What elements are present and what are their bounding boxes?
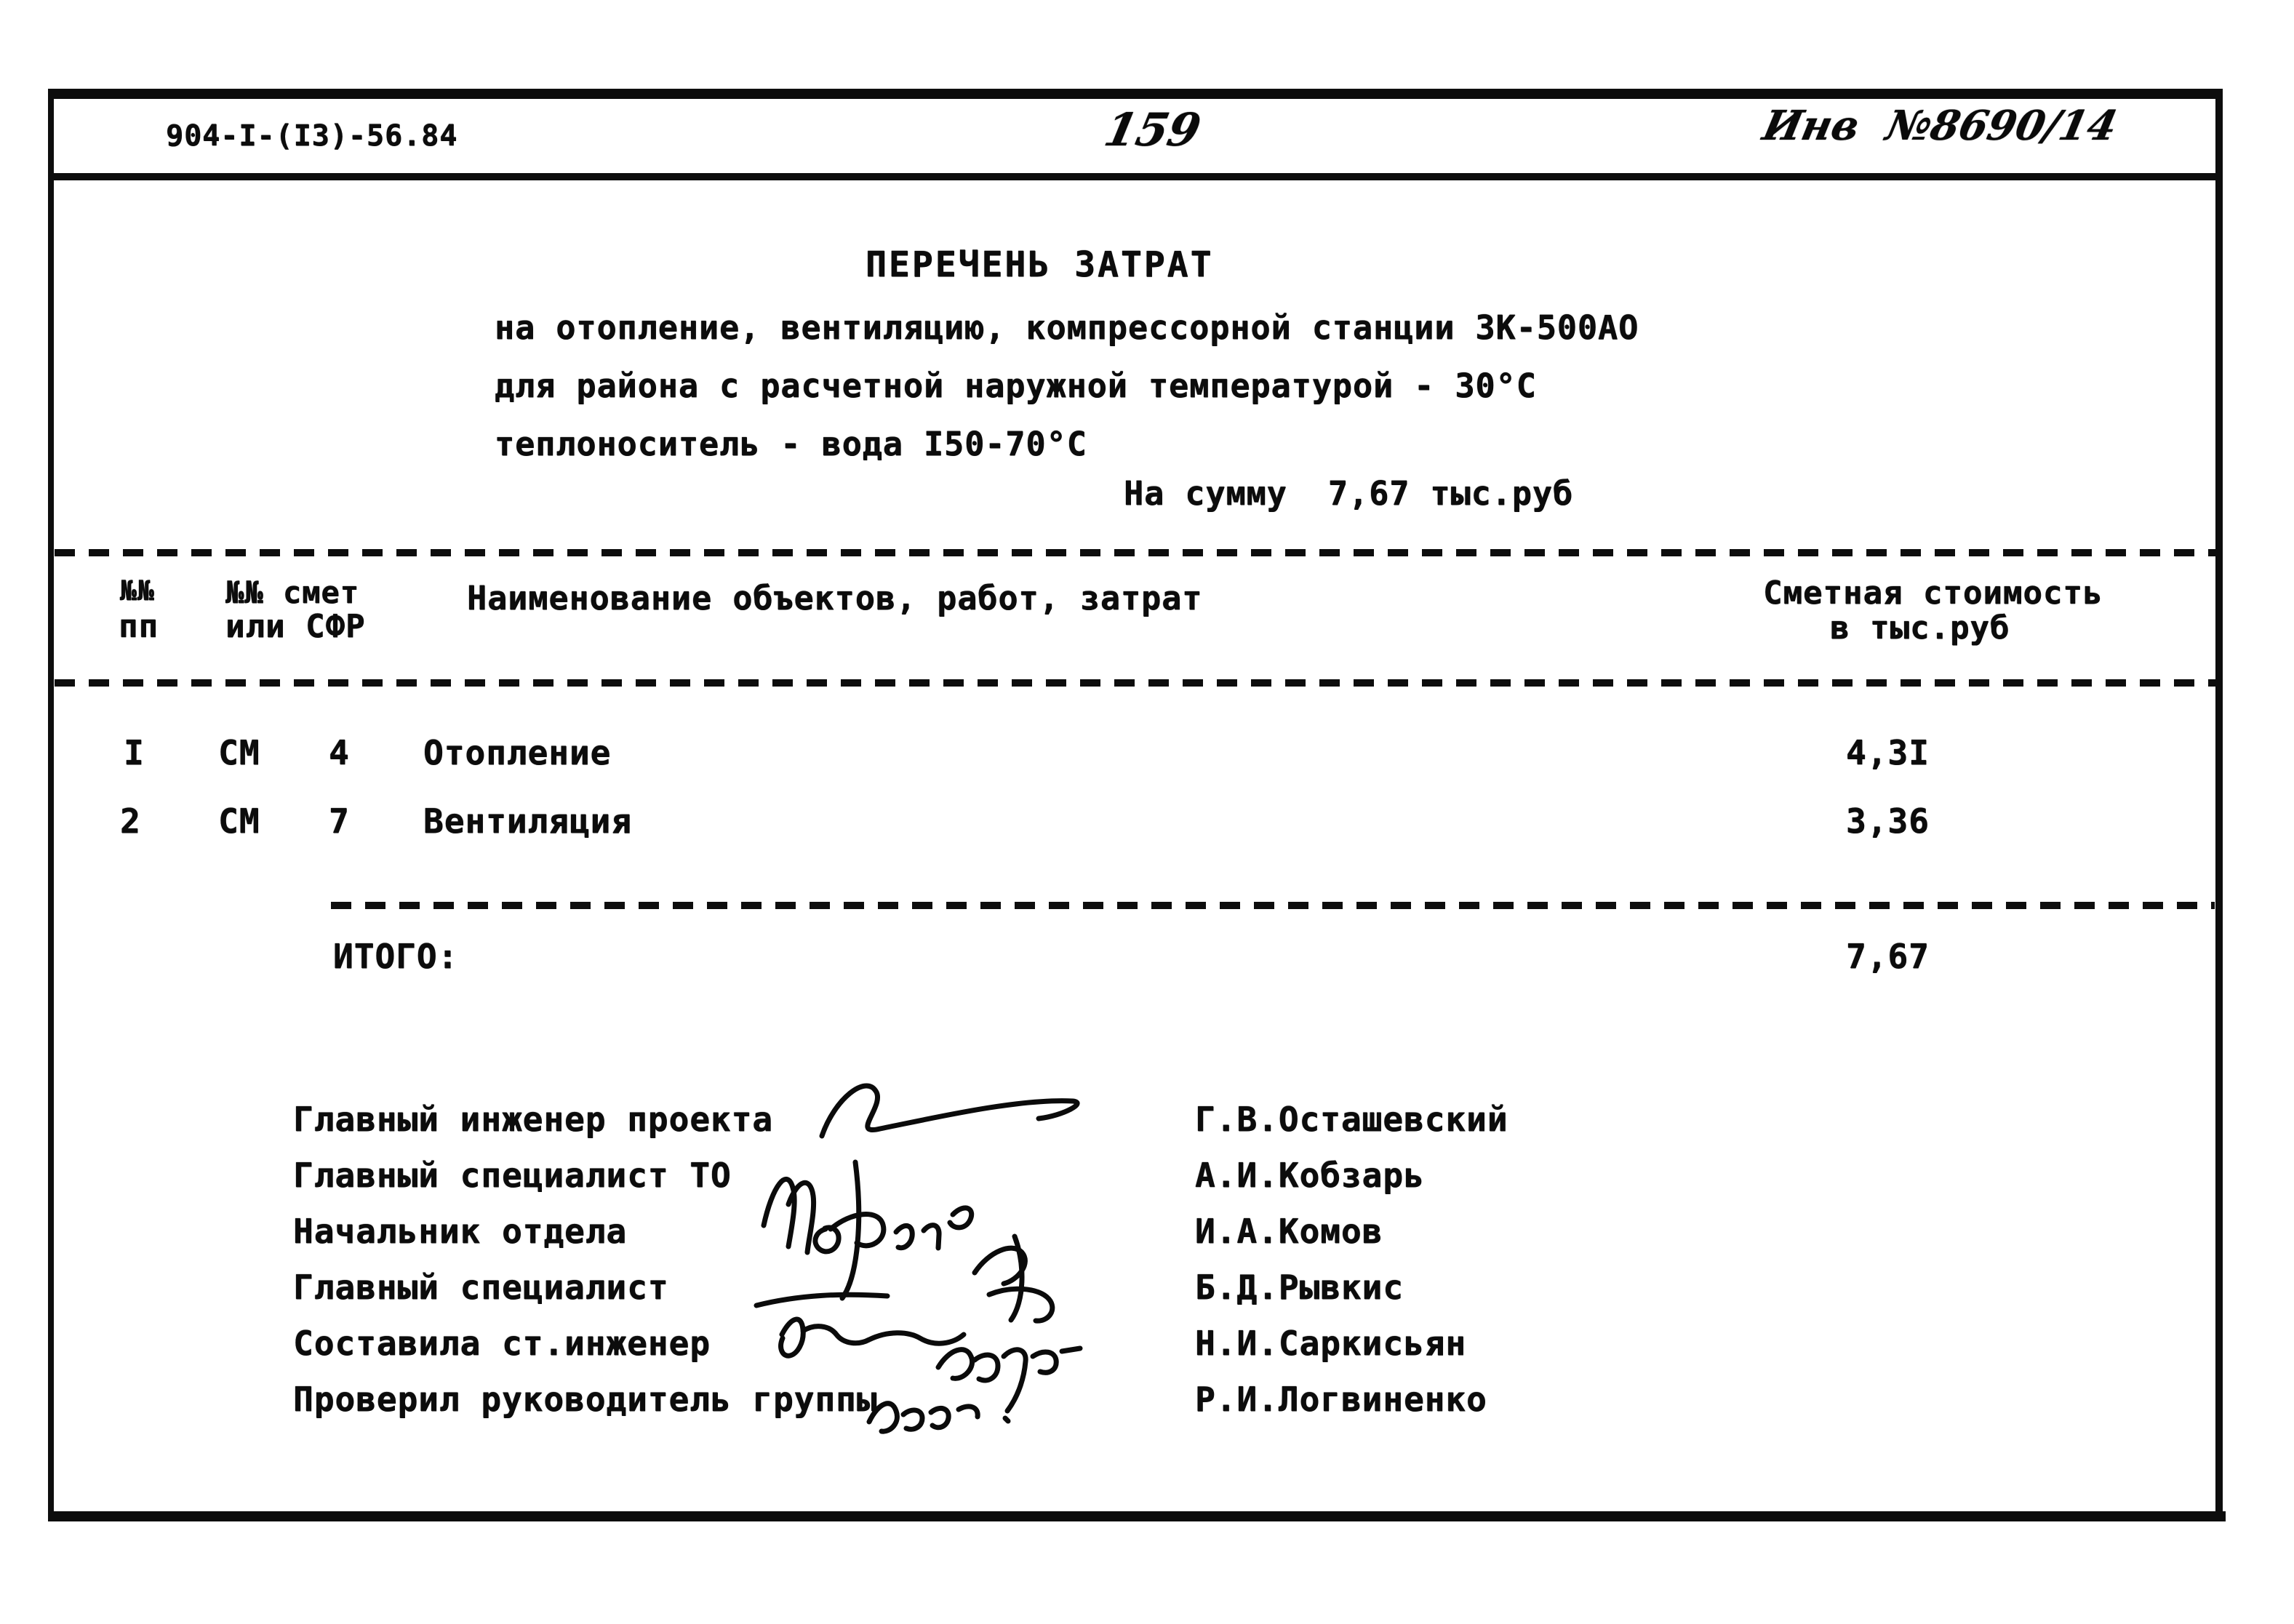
signature-name: Б.Д.Рывкис (1195, 1268, 1404, 1307)
row-num: 2 (120, 801, 141, 841)
document-title: ПЕРЕЧЕНЬ ЗАТРАТ (866, 244, 1214, 285)
subtitle-line: теплоноситель - вода I50-70°С (495, 425, 1087, 463)
sum-line: На сумму 7,67 тыс.руб (1124, 474, 1574, 513)
col-header-cost: Сметная стоимость (1763, 575, 2103, 612)
signature-name: Н.И.Саркисьян (1195, 1324, 1467, 1363)
row-name: Вентиляция (423, 801, 632, 841)
signature-stroke (781, 1319, 964, 1356)
total-value: 7,67 (1846, 937, 1930, 976)
signature-stroke (831, 1162, 972, 1298)
signature-stroke (822, 1086, 1077, 1136)
header-strip-divider (48, 173, 2223, 180)
col-header-estimates: или СФР (225, 608, 366, 645)
signature-stroke (756, 1295, 887, 1305)
row-cost: 4,3I (1846, 733, 1930, 772)
signatures-ink (713, 1055, 1193, 1462)
doc-number: 904-I-(I3)-56.84 (166, 119, 458, 153)
signature-role: Главный специалист (293, 1268, 669, 1307)
subtitle-line: на отопление, вентиляцию, компрессорной станции ЗК-500АО (495, 308, 1639, 347)
dashed-divider-total (331, 902, 2215, 909)
col-header-num: пп (119, 608, 159, 645)
signature-role: Начальник отдела (293, 1212, 628, 1251)
row-cost: 3,36 (1846, 801, 1930, 841)
signature-name: Р.И.Логвиненко (1195, 1380, 1487, 1419)
subtitle-line: для района с расчетной наружной температурой - 30°С (495, 367, 1537, 405)
row-name: Отопление (423, 733, 612, 772)
dashed-divider-header (55, 679, 2216, 687)
row-estimate: 7 (329, 801, 350, 841)
signature-stroke (938, 1348, 1080, 1411)
page-border-right (2215, 89, 2223, 1521)
page-border-left (48, 89, 54, 1521)
signature-role: Главный специалист ТО (293, 1156, 732, 1195)
signature-role: Составила ст.инженер (293, 1324, 711, 1363)
dashed-divider-top (55, 549, 2216, 556)
col-header-estimates: №№ смет (225, 575, 360, 610)
row-doc-type: СМ (218, 733, 260, 772)
signature-name: Г.В.Осташевский (1195, 1100, 1508, 1139)
col-header-num: №№ (120, 575, 155, 607)
page-border-bottom (48, 1511, 2226, 1521)
page-border-top (48, 89, 2223, 99)
row-estimate: 4 (329, 733, 350, 772)
col-header-name: Наименование объектов, работ, затрат (467, 579, 1203, 617)
signature-stroke (975, 1236, 1052, 1321)
signature-name: И.А.Комов (1195, 1212, 1383, 1251)
total-label: ИТОГО: (333, 937, 459, 976)
signature-stroke (869, 1404, 1008, 1431)
signature-role: Главный инженер проекта (293, 1100, 773, 1139)
signature-stroke (764, 1179, 839, 1252)
row-num: I (124, 733, 145, 772)
page-number: 159 (1100, 103, 1206, 156)
row-doc-type: СМ (218, 801, 260, 841)
col-header-cost: в тыс.руб (1830, 609, 2010, 647)
inventory-number: Инв №8690/14 (1758, 102, 2122, 150)
signature-role: Проверил руководитель группы (293, 1380, 878, 1419)
signature-name: А.И.Кобзарь (1195, 1156, 1425, 1195)
